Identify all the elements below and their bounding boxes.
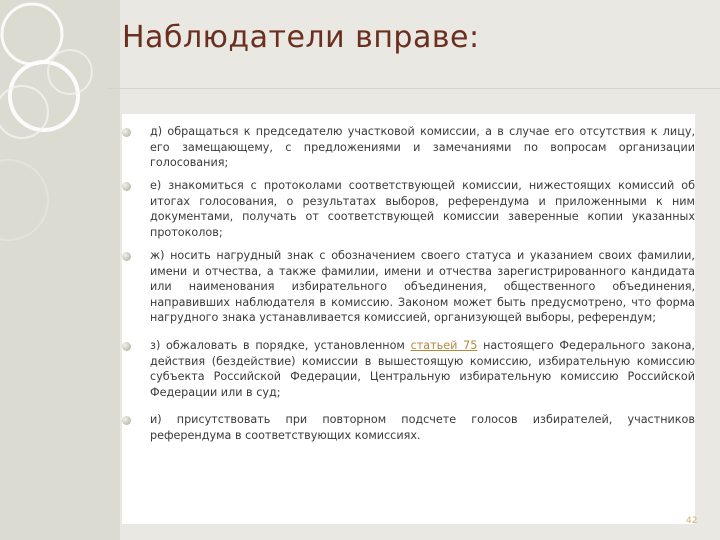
- bullet-icon: [122, 128, 131, 137]
- article-75-link[interactable]: статьей 75: [410, 339, 478, 352]
- list-item-text: д) обращаться к председателю участковой комиссии, а в случае его отсутствия к лицу, его замещающему, с предложениями и замечаниями по вопросам организации голосования;: [150, 125, 695, 169]
- bullet-icon: [122, 342, 131, 351]
- decorative-circles: [0, 0, 120, 540]
- list-item-text: е) знакомиться с протоколами соответствующей комиссии, нижестоящих комиссий об итогах голосования, о результатах выборов, референдума и приложенными к ним документами, получать от соответствующей комиссии заверенные копии указанных протоколов;: [150, 179, 695, 239]
- title-divider: [108, 88, 720, 89]
- list-item-text-before: з) обжаловать в порядке, установленном: [150, 339, 411, 352]
- bullet-icon: [122, 182, 131, 191]
- list-item-text: ж) носить нагрудный знак с обозначением своего статуса и указанием своих фамилии, имени и отчества, а также фамилии, имени и отчества зарегистрированного кандидата или наименования избирательного объединения, общественного объединения, направивших наблюдателя в комиссию. Законом может быть предусмотрено, что форма нагрудного знака устанавливается комиссией, организующей выборы, референдум;: [150, 249, 695, 324]
- bullet-icon: [122, 252, 131, 261]
- slide-title: Наблюдатели вправе:: [122, 20, 480, 55]
- content-panel: [122, 114, 698, 526]
- bullet-icon: [122, 416, 131, 425]
- list-item-text: [150, 338, 695, 400]
- list-item-text-after: настоящего Федерального закона, действия (бездействие) комиссии в вышестоящую комиссию, избирательную комиссию субъекта Российской Федерации, Центральную избирательную комиссию Российской Федерации или в суд;: [150, 339, 695, 399]
- page-number: 42: [686, 516, 698, 526]
- list-item-text: и) присутствовать при повторном подсчете голосов избирателей, участников референдума в соответствующих комиссиях.: [150, 413, 695, 442]
